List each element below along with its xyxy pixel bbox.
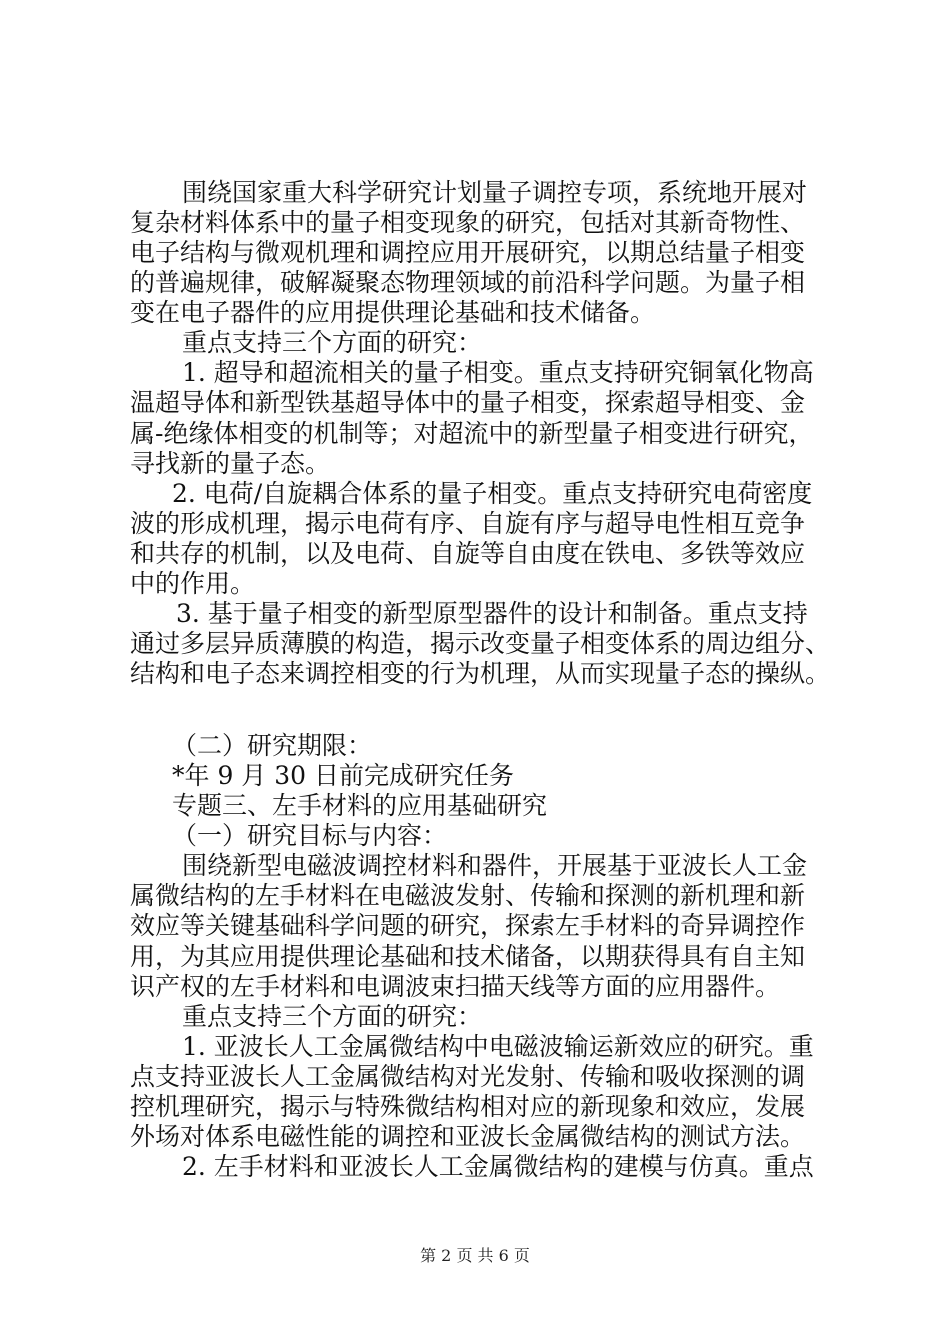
paragraph-line: 温超导体和新型铁基超导体中的量子相变，探索超导相变、金 [130, 388, 806, 417]
paragraph-line: 1. 超导和超流相关的量子相变。重点支持研究铜氧化物高 [182, 358, 814, 387]
page-footer: 第 2 页 共 6 页 [420, 1246, 530, 1265]
paragraph-line: 围绕国家重大科学研究计划量子调控专项，系统地开展对 [182, 178, 808, 207]
paragraph-line: 围绕新型电磁波调控材料和器件，开展基于亚波长人工金 [182, 851, 808, 880]
paragraph-line: 变在电子器件的应用提供理论基础和技术储备。 [130, 298, 656, 327]
paragraph-line: 通过多层异质薄膜的构造，揭示改变量子相变体系的周边组分、 [130, 629, 831, 658]
paragraph-line: 控机理研究，揭示与特殊微结构相对应的新现象和效应，发展 [130, 1092, 806, 1121]
paragraph-line: 属微结构的左手材料在电磁波发射、传输和探测的新机理和新 [130, 881, 806, 910]
section-heading: 专题三、左手材料的应用基础研究 [172, 791, 548, 820]
paragraph-line: *年 9 月 30 日前完成研究任务 [172, 761, 515, 790]
paragraph-line: 点支持亚波长人工金属微结构对光发射、传输和吸收探测的调 [130, 1062, 806, 1091]
paragraph-line: 识产权的左手材料和电调波束扫描天线等方面的应用器件。 [130, 972, 781, 1001]
paragraph-line: 3. 基于量子相变的新型原型器件的设计和制备。重点支持 [176, 599, 808, 628]
paragraph-line: 属-绝缘体相变的机制等；对超流中的新型量子相变进行研究， [130, 419, 814, 448]
paragraph-line: 电子结构与微观机理和调控应用开展研究，以期总结量子相变 [130, 238, 806, 267]
paragraph-line: 重点支持三个方面的研究： [182, 328, 483, 357]
paragraph-line: 效应等关键基础科学问题的研究，探索左手材料的奇异调控作 [130, 911, 806, 940]
paragraph-line: 复杂材料体系中的量子相变现象的研究，包括对其新奇物性、 [130, 208, 806, 237]
paragraph-line: 结构和电子态来调控相变的行为机理，从而实现量子态的操纵。 [130, 659, 831, 688]
paragraph-line: 2. 左手材料和亚波长人工金属微结构的建模与仿真。重点 [182, 1152, 814, 1181]
paragraph-line: 和共存的机制，以及电荷、自旋等自由度在铁电、多铁等效应 [130, 539, 806, 568]
paragraph-line: 重点支持三个方面的研究： [182, 1002, 483, 1031]
paragraph-line: 2. 电荷/自旋耦合体系的量子相变。重点支持研究电荷密度 [172, 479, 813, 508]
paragraph-line: 中的作用。 [130, 569, 256, 598]
paragraph-line: 外场对体系电磁性能的调控和亚波长金属微结构的测试方法。 [130, 1122, 806, 1151]
section-heading: （二）研究期限： [172, 731, 373, 760]
paragraph-line: 波的形成机理，揭示电荷有序、自旋有序与超导电性相互竞争 [130, 509, 806, 538]
paragraph-line: 1. 亚波长人工金属微结构中电磁波输运新效应的研究。重 [182, 1032, 814, 1061]
paragraph-line: 寻找新的量子态。 [130, 449, 331, 478]
paragraph-line: 用，为其应用提供理论基础和技术储备，以期获得具有自主知 [130, 942, 806, 971]
paragraph-line: 的普遍规律，破解凝聚态物理领域的前沿科学问题。为量子相 [130, 268, 806, 297]
section-heading: （一）研究目标与内容： [172, 821, 448, 850]
